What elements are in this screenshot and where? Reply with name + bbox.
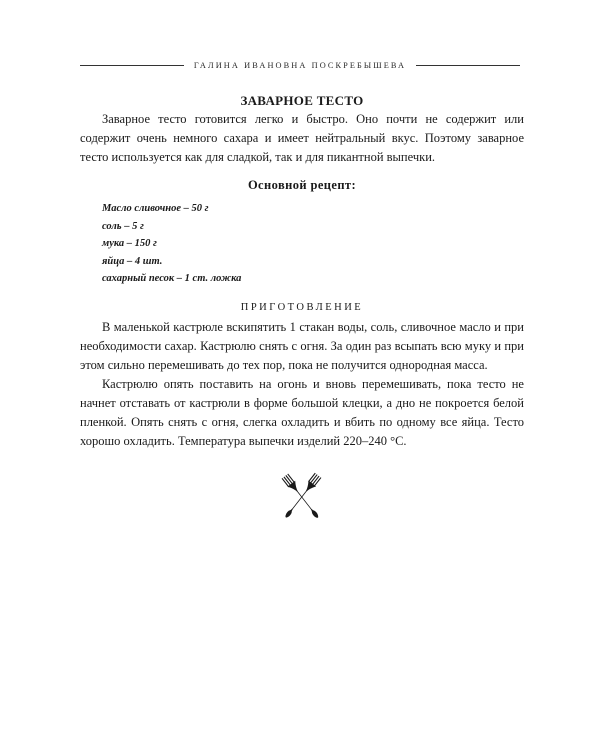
method-title: ПРИГОТОВЛЕНИЕ: [240, 301, 364, 313]
crossed-forks-icon: [270, 470, 334, 524]
header-rule-right: [416, 65, 520, 66]
ingredient-item: яйца – 4 шт.: [102, 255, 163, 267]
header-rule-left: [80, 65, 184, 66]
method-step: Кастрюлю опять поставить на огонь и вновь перемешивать, пока тесто не начнет отставать от кастрюли в форме большой клецки, а дно не покроется белой пленкой. Опять снять с огня, слегка охладить и вбить по одному все яйца. Тесто хорошо охладить. Температура выпечки изделий 220–240 °С.: [80, 376, 524, 448]
ingredient-item: мука – 150 г: [102, 238, 157, 249]
ingredient-list: [102, 200, 524, 288]
basic-recipe-title: Основной рецепт:: [247, 178, 357, 192]
author-name: ГАЛИНА ИВАНОВНА ПОСКРЕБЫШЕВА: [193, 60, 407, 70]
ingredient-item: сахарный песок – 1 ст. ложка: [102, 273, 242, 284]
running-head: [80, 58, 520, 72]
recipe-content: [80, 92, 524, 451]
recipe-title: ЗАВАРНОЕ ТЕСТО: [240, 93, 364, 108]
ingredient-item: соль – 5 г: [102, 220, 144, 232]
ingredient-item: Масло сливочное – 50 г: [102, 203, 209, 214]
method-step: В маленькой кастрюле вскипятить 1 стакан воды, соль, сливочное масло и при необходимости сахар. Кастрюлю снять с огня. За один раз всыпать всю муку и при этом сильно перемешивать до тех пор, пока не получится однородная масса.: [80, 319, 524, 372]
intro-paragraph: Заварное тесто готовится легко и быстро. Оно почти не содержит или содержит очень немного сахара и имеет нейтральный вкус. Поэтому заварное тесто используется как для сладкой, так и для пикантной выпечки.: [80, 112, 524, 164]
